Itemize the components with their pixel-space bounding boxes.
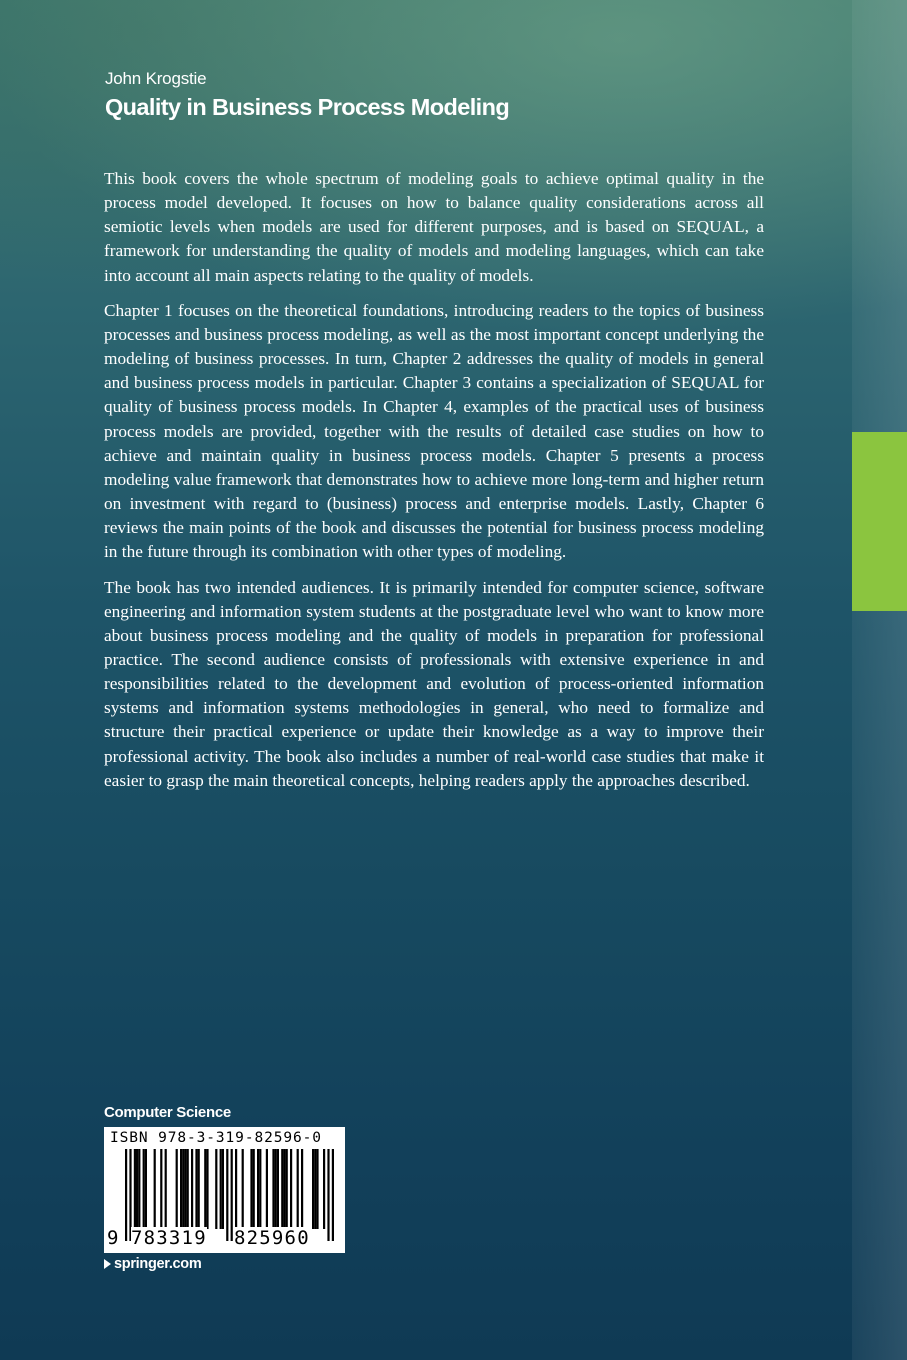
barcode-bar [314, 1149, 316, 1229]
barcode-bar [316, 1149, 318, 1229]
barcode-bar [272, 1149, 274, 1229]
barcode-bar [275, 1149, 277, 1229]
barcode-bar [235, 1149, 237, 1229]
barcode-bar [286, 1149, 288, 1229]
blurb [104, 167, 764, 804]
barcode-bar [312, 1149, 314, 1229]
barcode-bar [259, 1149, 261, 1229]
barcode-bar [165, 1149, 167, 1229]
accent-tab [852, 432, 907, 611]
ean-first-digit: 9 [107, 1227, 119, 1249]
barcode-bar [134, 1149, 136, 1229]
isbn-label: ISBN 978-3-319-82596-0 [110, 1130, 322, 1146]
barcode-bar [242, 1149, 244, 1229]
barcode-bar [222, 1149, 224, 1229]
barcode-bar [143, 1149, 145, 1229]
blurb-paragraph-3: The book has two intended audiences. It is primarily intended for computer science, software engineering and information system students at the postgraduate level who want to know more about business process modeling and the quality of models in preparation for professional practice. The second audience consists of professionals with extensive experience in and responsibilities related to the development and evolution of process-oriented information systems and information systems methodologies in general, who need to formalize and structure their practical experience or update their knowledge as a way to improve their professional activity. The book also includes a number of real-world case studies that make it easier to grasp the main theoretical concepts, helping readers apply the approaches described. [104, 577, 764, 790]
book-title: Quality in Business Process Modeling [105, 94, 510, 120]
spine-shade [852, 0, 907, 1360]
barcode-bar [187, 1149, 189, 1229]
publisher-website[interactable] [104, 1256, 201, 1272]
barcode-bar [297, 1149, 299, 1229]
subject-category: Computer Science [104, 1104, 231, 1121]
barcode-bar [198, 1149, 200, 1229]
barcode-bar [195, 1149, 197, 1229]
barcode-bar [266, 1149, 268, 1229]
publisher-website-text: springer.com [114, 1256, 202, 1272]
barcode-bar [160, 1149, 162, 1229]
barcode-bar [206, 1149, 208, 1229]
barcode-bar [281, 1149, 283, 1229]
blurb-paragraph-2: Chapter 1 focuses on the theoretical foundations, introducing readers to the topics of business processes and business process modeling, as well as the most important concept underlying the modeling of business processes. In turn, Chapter 2 addresses the quality of models in general and business process models in particular. Chapter 3 contains a specialization of SEQUAL for quality of business process models. In Chapter 4, examples of the practical uses of business process models are provided, together with the results of detailed case studies on how to achieve and maintain quality in business process models. Chapter 5 presents a process modeling value framework that demonstrates how to achieve more long-term and higher return on investment with regard to (business) process and enterprise models. Lastly, Chapter 6 reviews the main points of the book and discusses the potential for business process modeling in the future through its combination with other types of modeling. [104, 300, 764, 562]
barcode-bar [231, 1149, 233, 1241]
barcode-bar [215, 1149, 217, 1229]
barcode-bar [253, 1149, 255, 1229]
barcode-bar [301, 1149, 303, 1229]
barcode-bar [176, 1149, 178, 1229]
barcode-bar [327, 1149, 329, 1241]
barcode-bar [184, 1149, 186, 1229]
barcode-bar [191, 1149, 193, 1229]
barcode-bar [257, 1149, 259, 1229]
barcode-bar [125, 1149, 127, 1241]
arrow-right-icon [104, 1259, 111, 1269]
barcode-bar [154, 1149, 156, 1229]
barcode-bar [277, 1149, 279, 1229]
author-name: John Krogstie [105, 69, 207, 88]
barcode-bar [138, 1149, 140, 1229]
barcode-bar [180, 1149, 182, 1229]
barcode-bar [182, 1149, 184, 1229]
barcode-bar [323, 1149, 325, 1229]
barcode-bar [332, 1149, 334, 1241]
barcode-bar [204, 1149, 206, 1229]
barcode-bar [283, 1149, 285, 1229]
barcode-bar [226, 1149, 228, 1241]
barcode-bar [136, 1149, 138, 1229]
isbn-barcode [104, 1127, 345, 1253]
barcode-bar [220, 1149, 222, 1229]
ean-right-digits: 825960 [234, 1227, 310, 1249]
barcode-bar [145, 1149, 147, 1229]
barcode-bar [290, 1149, 292, 1229]
ean-left-digits: 783319 [131, 1227, 207, 1249]
barcode-bar [250, 1149, 252, 1229]
blurb-paragraph-1: This book covers the whole spectrum of modeling goals to achieve optimal quality in the process model developed. It focuses on how to balance quality considerations across all semiotic levels when models are used for different purposes, and is based on SEQUAL, a framework for understanding the quality of models and modeling languages, which can take into account all main aspects relating to the quality of models. [104, 169, 764, 285]
